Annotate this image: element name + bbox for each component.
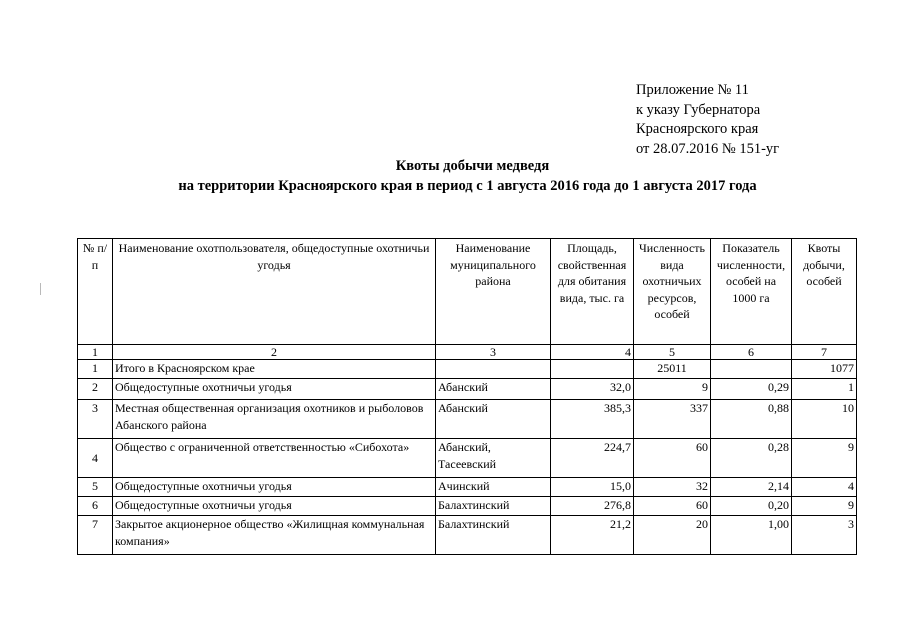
cell-area: 276,8 [551,497,634,516]
cell-num: 3 [78,400,113,439]
cell-num: 5 [78,478,113,497]
column-number-row [78,345,857,360]
appendix-block [636,81,779,159]
cell-name: Общедоступные охотничьи угодья [113,478,436,497]
appendix-line-4: от 28.07.2016 № 151-уг [636,140,780,157]
table-row [78,379,857,400]
col-number: 4 [551,345,634,360]
cell-num: 2 [78,379,113,400]
appendix-line-3: Красноярского края [636,121,759,138]
quota-table [77,238,857,555]
cell-area [551,360,634,379]
table-row [78,516,857,555]
cell-quota: 9 [792,439,857,478]
cell-quota: 1077 [792,360,857,379]
cell-density: 1,00 [711,516,792,555]
cell-population: 337 [634,400,711,439]
cell-quota: 4 [792,478,857,497]
appendix-line-2: к указу Губернатора [636,101,761,118]
cell-quota: 1 [792,379,857,400]
cell-population: 25011 [634,360,711,379]
cell-num: 6 [78,497,113,516]
cell-density: 0,20 [711,497,792,516]
cell-district: Абанский [436,379,551,400]
cell-name: Местная общественная организация охотников и рыболовов Абанского района [113,400,436,439]
header-name: Наименование охотпользователя, общедоступные охотничьи угодья [113,239,436,345]
cell-density: 2,14 [711,478,792,497]
cell-population: 60 [634,439,711,478]
header-num: № п/п [78,239,113,345]
cell-num: 4 [78,439,113,478]
col-number: 7 [792,345,857,360]
cell-name: Итого в Красноярском крае [113,360,436,379]
cell-quota: 3 [792,516,857,555]
cell-area: 32,0 [551,379,634,400]
table-row [78,478,857,497]
cell-area: 224,7 [551,439,634,478]
cell-population: 20 [634,516,711,555]
cell-name: Общедоступные охотничьи угодья [113,497,436,516]
cell-name: Общедоступные охотничьи угодья [113,379,436,400]
col-number: 2 [113,345,436,360]
cell-area: 21,2 [551,516,634,555]
appendix-line-1: Приложение № 11 [636,82,749,98]
document-title [0,156,905,196]
title-line-2: на территории Красноярского края в период с 1 августа 2016 года до 1 августа 2017 года [178,178,757,194]
cell-name: Закрытое акционерное общество «Жилищная коммунальная компания» [113,516,436,555]
cell-density: 0,29 [711,379,792,400]
cell-area: 15,0 [551,478,634,497]
cell-quota: 9 [792,497,857,516]
header-quota: Квоты добычи, особей [792,239,857,345]
cell-num: 7 [78,516,113,555]
table-row [78,360,857,379]
header-population: Численность вида охотничьих ресурсов, особей [634,239,711,345]
cell-district: Абанский, Тасеевский [436,439,551,478]
header-district: Наименование муниципального района [436,239,551,345]
col-number: 5 [634,345,711,360]
cell-district: Ачинский [436,478,551,497]
header-density: Показатель численности, особей на 1000 га [711,239,792,345]
cell-density [711,360,792,379]
col-number: 1 [78,345,113,360]
cell-density: 0,28 [711,439,792,478]
cell-district: Балахтинский [436,497,551,516]
header-area: Площадь, свойственная для обитания вида, тыс. га [551,239,634,345]
cell-population: 9 [634,379,711,400]
margin-mark [40,283,41,295]
cell-name: Общество с ограниченной ответственностью «Сибохота» [113,439,436,478]
cell-district: Балахтинский [436,516,551,555]
cell-density: 0,88 [711,400,792,439]
col-number: 6 [711,345,792,360]
cell-population: 32 [634,478,711,497]
table-row [78,439,857,478]
title-line-1: Квоты добычи медведя [395,158,550,174]
col-number: 3 [436,345,551,360]
table-row [78,497,857,516]
table-row [78,400,857,439]
cell-district [436,360,551,379]
cell-district: Абанский [436,400,551,439]
cell-area: 385,3 [551,400,634,439]
cell-quota: 10 [792,400,857,439]
header-row [78,239,857,345]
cell-population: 60 [634,497,711,516]
cell-num: 1 [78,360,113,379]
